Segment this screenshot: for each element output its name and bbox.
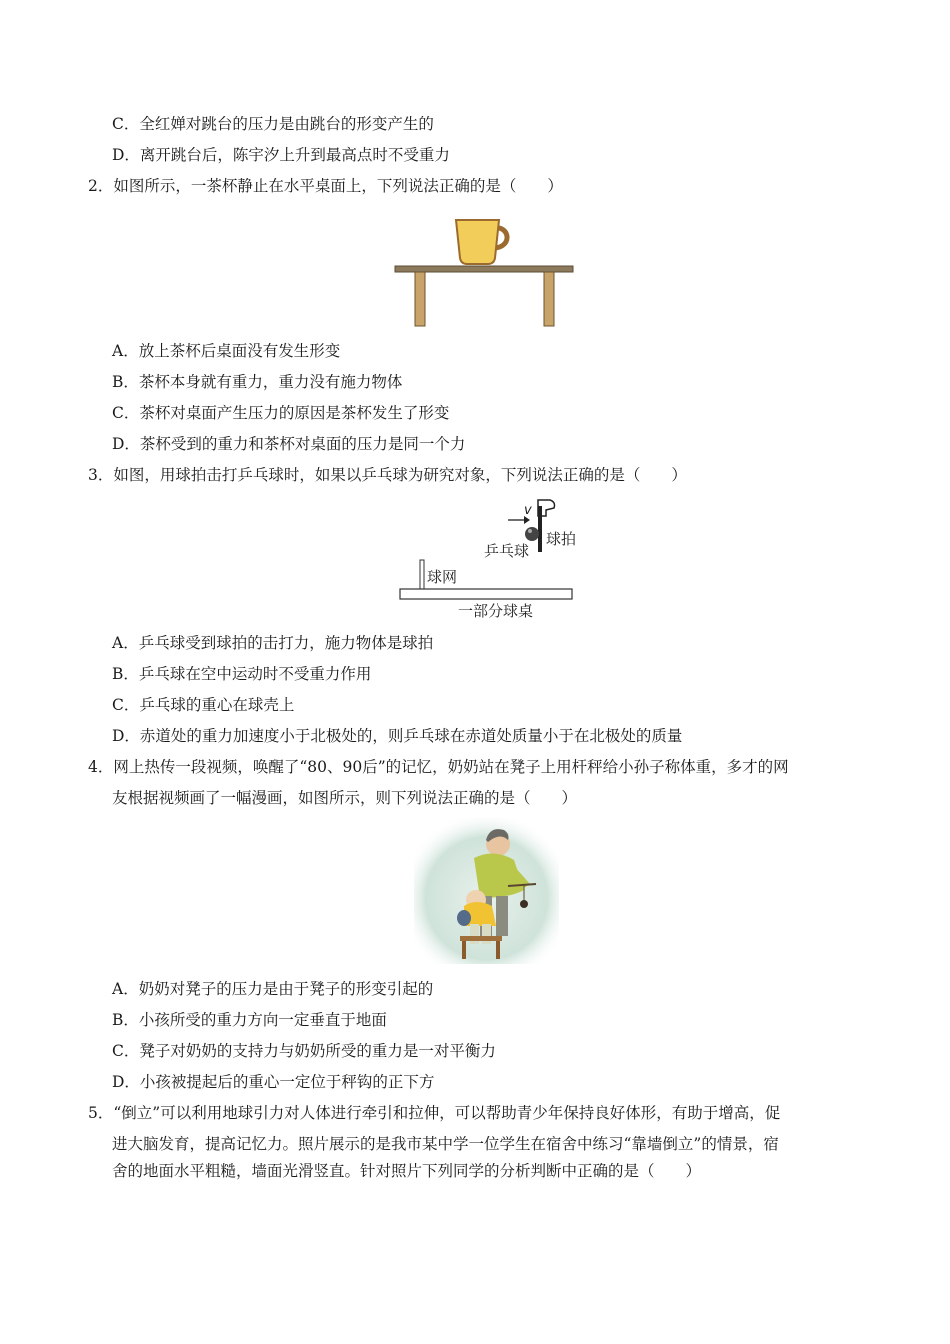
- bag: [457, 910, 471, 926]
- q1-option-d: D．离开跳台后，陈宇汐上升到最高点时不受重力: [112, 146, 450, 164]
- q3-option-a: A．乒乓球受到球拍的击打力，施力物体是球拍: [112, 634, 434, 652]
- q1-option-c: C．全红婵对跳台的压力是由跳台的形变产生的: [112, 115, 434, 133]
- q2-option-d: D．茶杯受到的重力和茶杯对桌面的压力是同一个力: [112, 435, 466, 453]
- cup-body: [456, 220, 499, 264]
- q3-option-b: B．乒乓球在空中运动时不受重力作用: [112, 665, 372, 683]
- paddle-label: 球拍: [546, 530, 577, 548]
- q3-stem: 3．如图，用球拍击打乒乓球时，如果以乒乓球为研究对象，下列说法正确的是（ ）: [88, 466, 687, 484]
- steelyard-weight: [520, 900, 528, 908]
- q3-option-d: D．赤道处的重力加速度小于北极处的，则乒乓球在赤道处质量小于在北极处的质量: [112, 727, 683, 745]
- q4-stem-line1: 4．网上热传一段视频，唤醒了“80、90后”的记忆，奶奶站在凳子上用杆秤给小孙子称体重，多才的网: [88, 758, 789, 776]
- q4-figure-grandma-weighing-child: [414, 818, 559, 964]
- q4-option-c: C．凳子对奶奶的支持力与奶奶所受的重力是一对平衡力: [112, 1042, 496, 1060]
- q5-stem-line3: 舍的地面水平粗糙，墙面光滑竖直。针对照片下列同学的分析判断中正确的是（ ）: [112, 1162, 702, 1180]
- q4-option-b: B．小孩所受的重力方向一定垂直于地面: [112, 1011, 387, 1029]
- net: [420, 560, 424, 589]
- q2-option-c: C．茶杯对桌面产生压力的原因是茶杯发生了形变: [112, 404, 450, 422]
- ball-label: 乒乓球: [484, 542, 530, 560]
- q4-option-d: D．小孩被提起后的重心一定位于秤钩的正下方: [112, 1073, 435, 1091]
- table-leg-left: [415, 272, 425, 326]
- ping-pong-ball: [525, 527, 539, 541]
- table-label: 一部分球桌: [458, 602, 534, 620]
- q2-stem: 2．如图所示，一茶杯静止在水平桌面上，下列说法正确的是（ ）: [88, 177, 563, 195]
- q5-stem-line1: 5．“倒立”可以利用地球引力对人体进行牵引和拉伸，可以帮助青少年保持良好体形，有助于增高，促: [88, 1104, 781, 1122]
- q2-option-a: A．放上茶杯后桌面没有发生形变: [112, 342, 341, 360]
- table-section: [400, 589, 572, 599]
- velocity-label: v: [524, 503, 532, 518]
- q3-option-c: C．乒乓球的重心在球壳上: [112, 696, 295, 714]
- paddle: [538, 506, 542, 552]
- q2-figure-cup-on-table: [393, 214, 577, 330]
- net-label: 球网: [427, 568, 458, 586]
- q4-stem-line2: 友根据视频画了一幅漫画，如图所示，则下列说法正确的是（ ）: [112, 789, 578, 807]
- q4-option-a: A．奶奶对凳子的压力是由于凳子的形变引起的: [112, 980, 434, 998]
- stool-top: [460, 936, 502, 941]
- table-leg-right: [544, 272, 554, 326]
- table-top: [395, 266, 573, 272]
- q3-figure-table-tennis: [396, 496, 578, 624]
- q2-option-b: B．茶杯本身就有重力，重力没有施力物体: [112, 373, 403, 391]
- q5-stem-line2: 进大脑发育，提高记忆力。照片展示的是我市某中学一位学生在宿舍中练习“靠墙倒立”的情景，宿: [112, 1135, 779, 1153]
